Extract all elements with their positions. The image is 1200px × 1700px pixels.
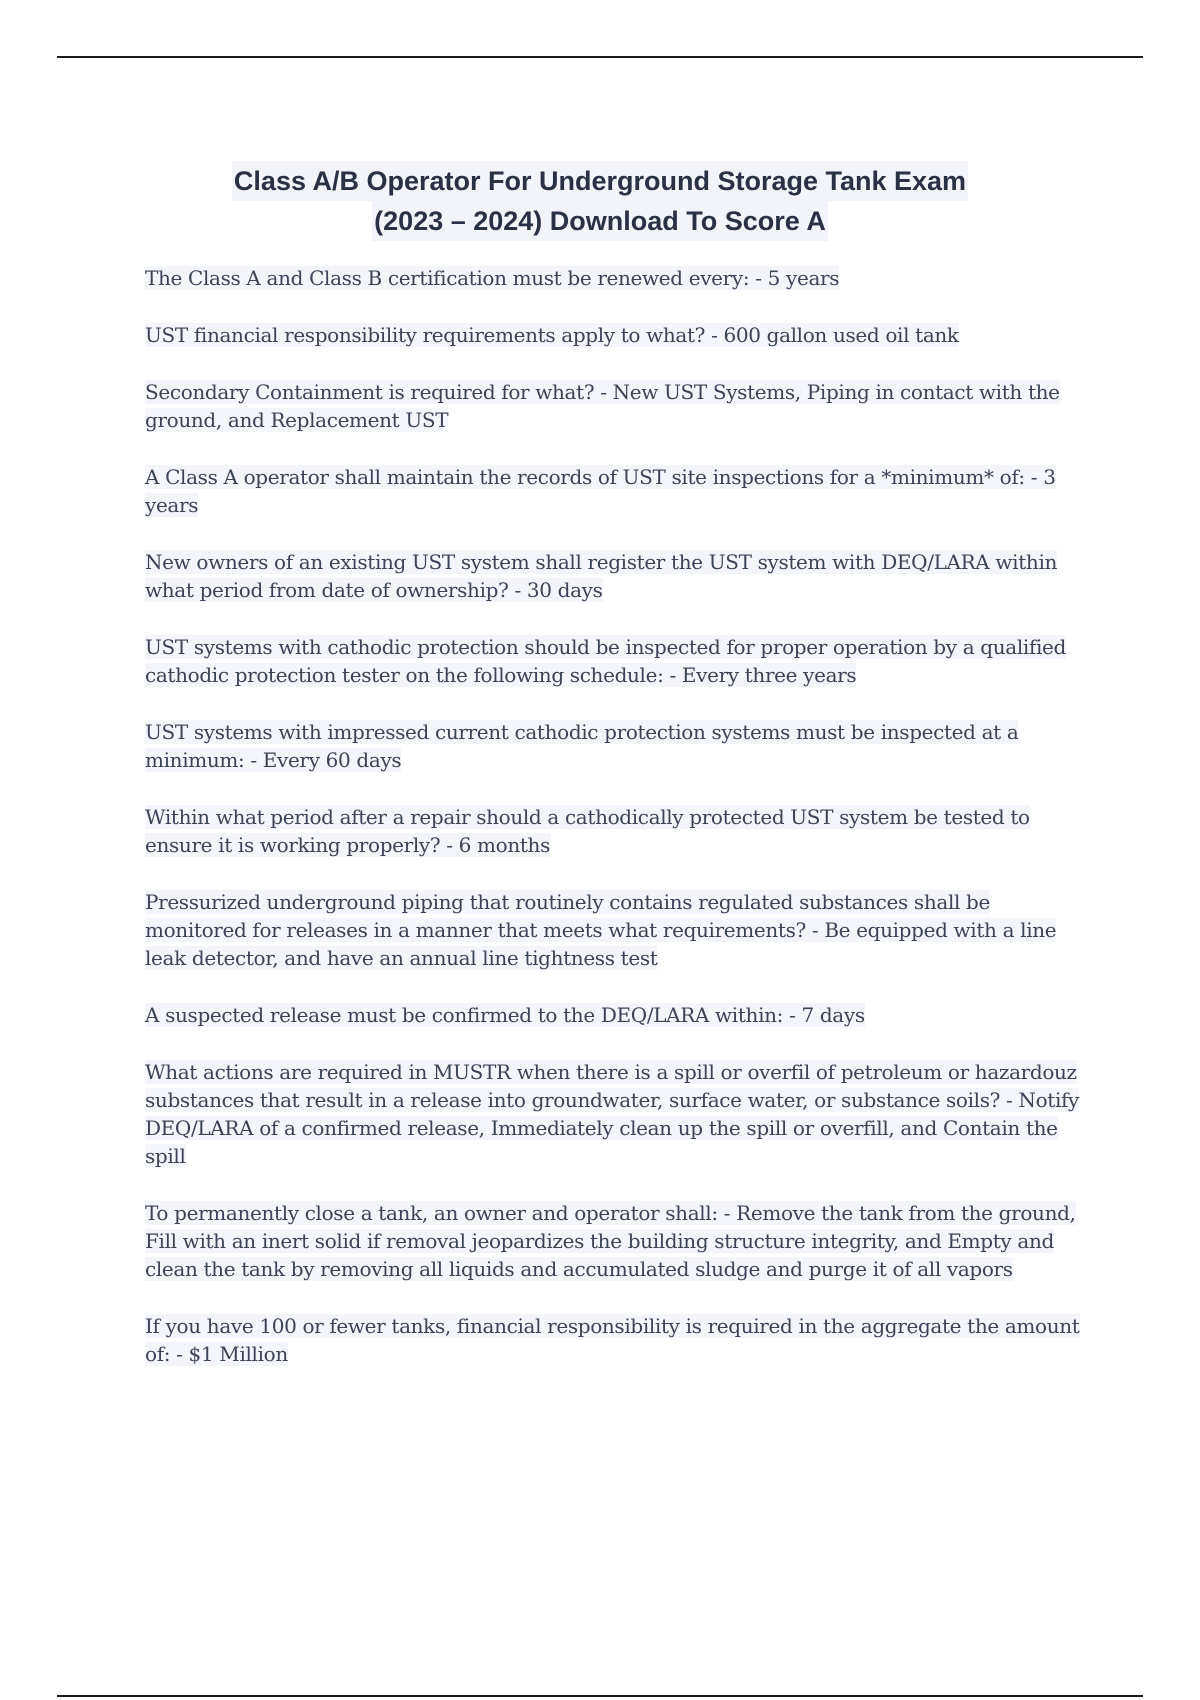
qa-item (145, 1001, 1090, 1029)
qa-text: A suspected release must be confirmed to the DEQ/LARA within: - 7 days (145, 1003, 865, 1027)
qa-item (145, 378, 1090, 434)
qa-item (145, 321, 1090, 349)
qa-text: What actions are required in MUSTR when there is a spill or overfil of petroleum or hazardouz substances that result in a release into groundwater, surface water, or substance soils? - Notify DEQ/LARA of a confirmed release, Immediately clean up the spill or overfill, and Contain the spill (145, 1060, 1079, 1168)
qa-text: Secondary Containment is required for what? - New UST Systems, Piping in contact with the ground, and Replacement UST (145, 380, 1060, 432)
qa-item (145, 888, 1090, 972)
document-title (100, 161, 1100, 241)
qa-item (145, 1058, 1090, 1170)
qa-text: A Class A operator shall maintain the records of UST site inspections for a *minimum* of: - 3 years (145, 465, 1056, 517)
qa-text: New owners of an existing UST system shall register the UST system with DEQ/LARA within what period from date of ownership? - 30 days (145, 550, 1058, 602)
bottom-divider (57, 1695, 1143, 1697)
qa-item (145, 463, 1090, 519)
qa-item (145, 633, 1090, 689)
top-divider (57, 56, 1143, 58)
qa-list (145, 264, 1090, 1397)
qa-text: To permanently close a tank, an owner and operator shall: - Remove the tank from the ground, Fill with an inert solid if removal jeopardizes the building structure integrity, and Empty and clean the tank by removing all liquids and accumulated sludge and purge it of all vapors (145, 1201, 1076, 1281)
qa-text: Pressurized underground piping that routinely contains regulated substances shall be monitored for releases in a manner that meets what requirements? - Be equipped with a line leak detector, and have an annual line tightness test (145, 890, 1057, 970)
qa-item (145, 1312, 1090, 1368)
qa-text: UST financial responsibility requirements apply to what? - 600 gallon used oil tank (145, 323, 959, 347)
qa-text: If you have 100 or fewer tanks, financial responsibility is required in the aggregate the amount of: - $1 Million (145, 1314, 1080, 1366)
qa-item (145, 1199, 1090, 1283)
qa-text: The Class A and Class B certification must be renewed every: - 5 years (145, 266, 840, 290)
qa-text: UST systems with cathodic protection should be inspected for proper operation by a qualified cathodic protection tester on the following schedule: - Every three years (145, 635, 1066, 687)
qa-text: Within what period after a repair should a cathodically protected UST system be tested to ensure it is working properly? - 6 months (145, 805, 1030, 857)
qa-text: UST systems with impressed current cathodic protection systems must be inspected at a minimum: - Every 60 days (145, 720, 1019, 772)
qa-item (145, 803, 1090, 859)
qa-item (145, 548, 1090, 604)
title-line-2: (2023 – 2024) Download To Score A (372, 201, 828, 241)
qa-item (145, 718, 1090, 774)
qa-item (145, 264, 1090, 292)
title-line-1: Class A/B Operator For Underground Storage Tank Exam (232, 161, 968, 201)
